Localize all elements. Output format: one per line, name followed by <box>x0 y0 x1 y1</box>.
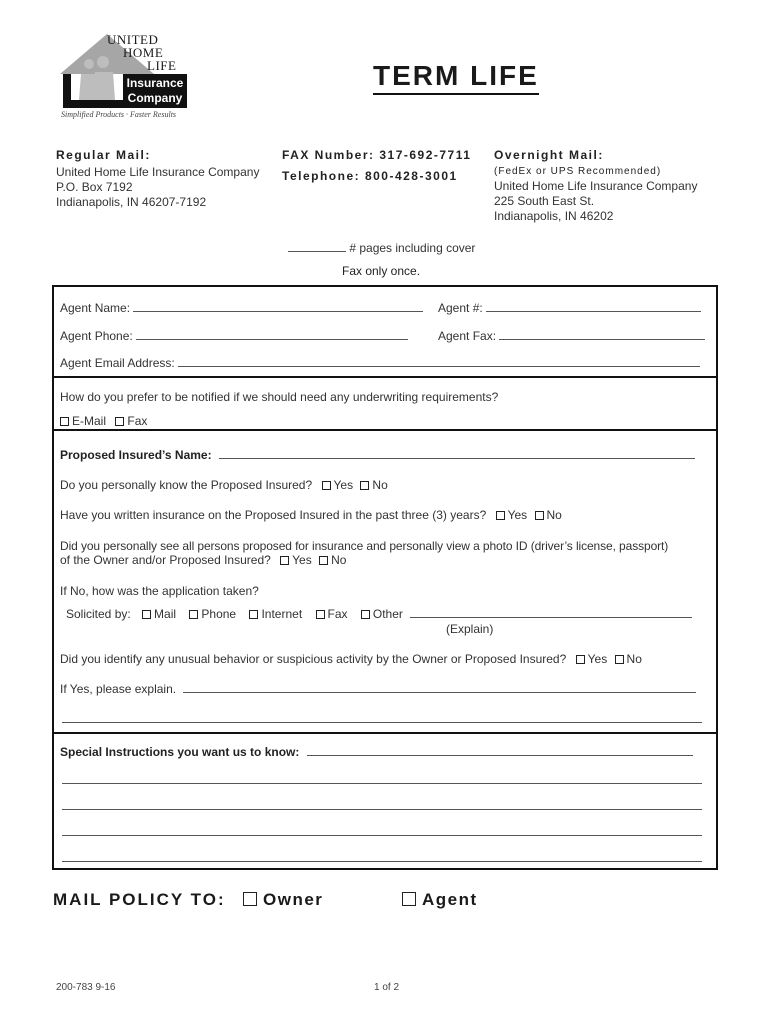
photo-id-question-line2: of the Owner and/or Proposed Insured? <box>60 553 271 567</box>
special-instructions-field[interactable] <box>307 745 693 756</box>
know-insured-row <box>60 478 388 492</box>
photo-id-question-line1: Did you personally see all persons proposed for insurance and personally view a photo ID (driver’s license, passport) <box>60 539 669 553</box>
yes-label: Yes <box>587 652 608 666</box>
no-label: No <box>626 652 642 666</box>
solicited-internet-label: Internet <box>261 607 303 621</box>
logo-text-united: UNITED <box>107 32 159 47</box>
form-number: 200-783 9-16 <box>56 982 116 993</box>
logo-text-life: LIFE <box>147 58 177 73</box>
agent-email-label: Agent Email Address: <box>60 356 175 370</box>
suspicious-no-checkbox[interactable] <box>615 655 624 664</box>
notify-options <box>60 414 147 428</box>
insured-name-label: Proposed Insured’s Name: <box>60 448 212 462</box>
solicited-fax-checkbox[interactable] <box>316 610 325 619</box>
notify-question: How do you prefer to be notified if we should need any underwriting requirements? <box>60 390 499 404</box>
yes-label: Yes <box>507 508 528 522</box>
overnight-mail-line: United Home Life Insurance Company <box>494 179 698 193</box>
suspicious-activity-question: Did you identify any unusual behavior or suspicious activity by the Owner or Proposed Insured? <box>60 652 567 666</box>
section-divider <box>52 429 718 431</box>
written-insurance-question: Have you written insurance on the Proposed Insured in the past three (3) years? <box>60 508 487 522</box>
suspicious-activity-row <box>60 652 642 666</box>
explain-line[interactable] <box>62 722 702 723</box>
photo-id-yes-checkbox[interactable] <box>280 556 289 565</box>
owner-checkbox[interactable] <box>243 892 257 906</box>
overnight-mail-block <box>494 148 724 224</box>
if-yes-label: If Yes, please explain. <box>60 682 177 696</box>
insured-name-row <box>60 448 695 462</box>
agent-label: Agent <box>422 890 478 909</box>
agent-phone-field[interactable] <box>136 329 408 340</box>
no-label: No <box>372 478 388 492</box>
fax-only-once: Fax only once. <box>342 264 421 278</box>
company-logo <box>55 30 195 122</box>
section-divider <box>52 732 718 734</box>
solicited-phone-checkbox[interactable] <box>189 610 198 619</box>
solicited-other-checkbox[interactable] <box>361 610 370 619</box>
know-insured-question: Do you personally know the Proposed Insured? <box>60 478 313 492</box>
solicited-mail-checkbox[interactable] <box>142 610 151 619</box>
no-label: No <box>331 553 347 567</box>
email-checkbox[interactable] <box>60 417 69 426</box>
agent-number-row <box>438 301 701 315</box>
agent-checkbox[interactable] <box>402 892 416 906</box>
agent-phone-row <box>60 329 408 343</box>
suspicious-yes-checkbox[interactable] <box>576 655 585 664</box>
agent-fax-row <box>438 329 705 343</box>
insured-name-field[interactable] <box>219 448 695 459</box>
logo-box-line1: Insurance <box>126 76 184 90</box>
pages-count-label: # pages including cover <box>349 241 476 255</box>
logo-tagline: Simplified Products · Faster Results <box>61 110 177 119</box>
solicited-mail-label: Mail <box>154 607 177 621</box>
contact-block <box>282 148 487 183</box>
special-instructions-label: Special Instructions you want us to know: <box>60 745 300 759</box>
special-instructions-line[interactable] <box>62 861 702 862</box>
mail-policy-agent <box>402 890 478 910</box>
written-insurance-row <box>60 508 562 522</box>
agent-name-label: Agent Name: <box>60 301 131 315</box>
agent-phone-label: Agent Phone: <box>60 329 133 343</box>
page-number: 1 of 2 <box>374 982 400 993</box>
photo-id-row <box>60 553 346 567</box>
fax-checkbox[interactable] <box>115 417 124 426</box>
regular-mail-line: P.O. Box 7192 <box>56 180 133 194</box>
special-instructions-line[interactable] <box>62 809 702 810</box>
telephone-number: Telephone: 800-428-3001 <box>282 169 458 183</box>
overnight-mail-line: Indianapolis, IN 46202 <box>494 209 614 223</box>
agent-number-label: Agent #: <box>438 301 483 315</box>
know-insured-yes-checkbox[interactable] <box>322 481 331 490</box>
regular-mail-line: Indianapolis, IN 46207-7192 <box>56 195 207 209</box>
if-yes-field[interactable] <box>183 682 696 693</box>
mail-policy-label: MAIL POLICY TO: <box>53 890 226 909</box>
agent-number-field[interactable] <box>486 301 701 312</box>
page-title: TERM LIFE <box>373 60 539 95</box>
know-insured-no-checkbox[interactable] <box>360 481 369 490</box>
written-insurance-no-checkbox[interactable] <box>535 511 544 520</box>
regular-mail-heading: Regular Mail: <box>56 148 151 162</box>
section-divider <box>52 376 718 378</box>
overnight-mail-line: 225 South East St. <box>494 194 595 208</box>
if-yes-row <box>60 682 696 696</box>
agent-name-field[interactable] <box>133 301 423 312</box>
yes-label: Yes <box>333 478 354 492</box>
pages-count-field[interactable] <box>288 241 346 252</box>
fax-number: FAX Number: 317-692-7711 <box>282 148 472 162</box>
no-label: No <box>546 508 562 522</box>
special-instructions-line[interactable] <box>62 783 702 784</box>
agent-email-field[interactable] <box>178 356 700 367</box>
solicited-fax-label: Fax <box>327 607 348 621</box>
overnight-mail-note: (FedEx or UPS Recommended) <box>494 166 662 177</box>
regular-mail-line: United Home Life Insurance Company <box>56 165 260 179</box>
photo-id-no-checkbox[interactable] <box>319 556 328 565</box>
overnight-mail-heading: Overnight Mail: <box>494 148 604 162</box>
pages-count-row <box>288 241 475 255</box>
solicited-other-field[interactable] <box>410 607 692 618</box>
agent-fax-label: Agent Fax: <box>438 329 497 343</box>
agent-fax-field[interactable] <box>499 329 705 340</box>
solicited-by-row <box>66 607 692 621</box>
owner-label: Owner <box>263 890 324 909</box>
email-option-label: E-Mail <box>72 414 107 428</box>
agent-name-row <box>60 301 423 315</box>
special-instructions-line[interactable] <box>62 835 702 836</box>
fax-option-label: Fax <box>127 414 148 428</box>
solicited-phone-label: Phone <box>201 607 237 621</box>
special-instructions-row <box>60 745 693 759</box>
yes-label: Yes <box>292 553 312 567</box>
logo-box <box>123 74 187 108</box>
agent-email-row <box>60 356 700 370</box>
regular-mail-block <box>56 148 286 210</box>
solicited-internet-checkbox[interactable] <box>249 610 258 619</box>
written-insurance-yes-checkbox[interactable] <box>496 511 505 520</box>
logo-text-home: HOME <box>123 45 164 60</box>
logo-box-line2: Company <box>127 91 183 105</box>
solicited-other-label: Other <box>372 607 403 621</box>
mail-policy-owner <box>243 890 323 910</box>
solicited-by-label: Solicited by: <box>66 607 131 621</box>
if-no-question: If No, how was the application taken? <box>60 584 259 598</box>
explain-caption: (Explain) <box>446 622 494 636</box>
